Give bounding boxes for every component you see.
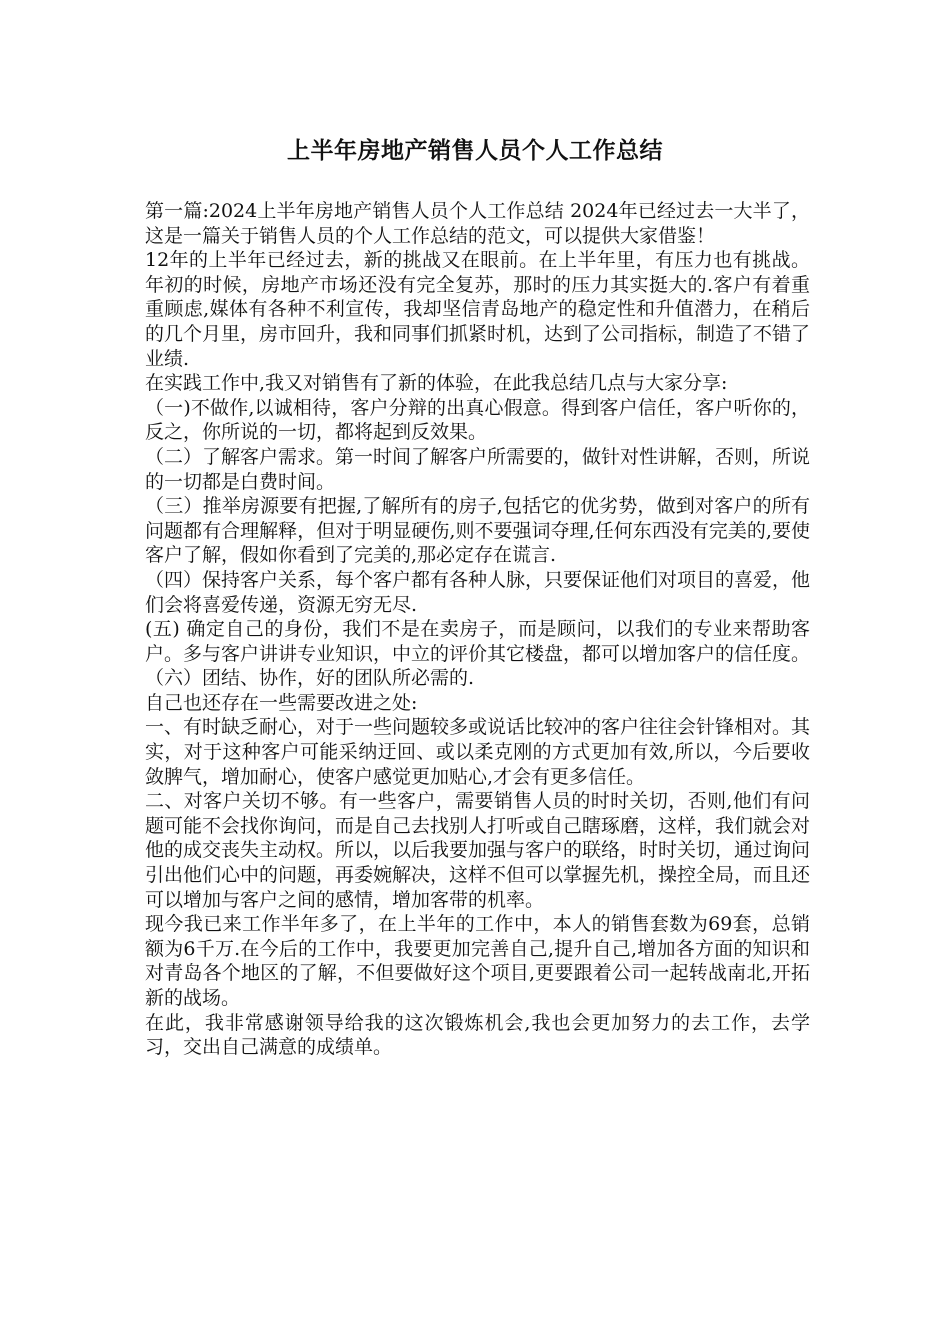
- paragraph-point-1: （一)不做作,以诚相待，客户分辩的出真心假意。得到客户信任，客户听你的，反之，你所说的一切，都将起到反效果。: [145, 396, 810, 444]
- document-title: 上半年房地产销售人员个人工作总结: [287, 137, 663, 164]
- paragraph-improvement-2: 二、对客户关切不够。有一些客户，需要销售人员的时时关切，否则,他们有问题可能不会找你询问，而是自己去找别人打听或自己瞎琢磨，这样，我们就会对他的成交丧失主动权。所以，以后我要加强与客户的联络，时时关切，通过询问引出他们心中的问题，再委婉解决，这样不但可以掌握先机，操控全局，而且还可以增加与客户之间的感情，增加客带的机率。: [145, 790, 811, 911]
- paragraph-point-6: （六）团结、协作，好的团队所必需的.: [145, 667, 475, 690]
- paragraph-point-4: （四）保持客户关系，每个客户都有各种人脉，只要保证他们对项目的喜爱，他们会将喜爱传递，资源无穷无尽.: [145, 568, 811, 616]
- paragraph-improvements-intro: 自己也还存在一些需要改进之处:: [145, 691, 418, 714]
- paragraph-point-5: (五) 确定自己的身份，我们不是在卖房子，而是顾问，以我们的专业来帮助客户。多与客户讲讲专业知识，中立的评价其它楼盘，都可以增加客户的信任度。: [145, 618, 811, 665]
- document-body: [145, 199, 810, 1060]
- paragraph-intro: 第一篇:2024上半年房地产销售人员个人工作总结 2024年已经过去一大半了，这是一篇关于销售人员的个人工作总结的范文，可以提供大家借鉴！: [145, 200, 810, 247]
- paragraph-experience-intro: 在实践工作中,我又对销售有了新的体验，在此我总结几点与大家分享:: [145, 372, 728, 395]
- paragraph-first-half-review: 12年的上半年已经过去，新的挑战又在眼前。在上半年里，有压力也有挑战。年初的时候，房地产市场还没有完全复苏，那时的压力其实挺大的.客户有着重重顾虑,媒体有各种不利宣传，我却坚信青岛地产的稳定性和升值潜力，在稍后的几个月里，房市回升，我和同事们抓紧时机，达到了公司指标，制造了不错了业绩.: [145, 249, 811, 370]
- paragraph-sales-results: 现今我已来工作半年多了，在上半年的工作中，本人的销售套数为69套，总销额为6千万.在今后的工作中，我要更加完善自己,提升自己,增加各方面的知识和对青岛各个地区的了解，不但要做好这个项目,更要跟着公司一起转战南北,开拓新的战场。: [145, 913, 810, 1009]
- paragraph-point-3: （三）推举房源要有把握,了解所有的房子,包括它的优劣势，做到对客户的所有问题都有合理解释，但对于明显硬伤,则不要强词夺理,任何东西没有完美的,要使客户了解，假如你看到了完美的,那必定存在谎言.: [145, 495, 810, 567]
- paragraph-closing: 在此，我非常感谢领导给我的这次锻炼机会,我也会更加努力的去工作，去学习，交出自己满意的成绩单。: [145, 1011, 810, 1059]
- paragraph-improvement-1: 一、有时缺乏耐心，对于一些问题较多或说话比较冲的客户往往会针锋相对。其实，对于这种客户可能采纳迂回、或以柔克刚的方式更加有效,所以，今后要收敛脾气，增加耐心，使客户感觉更加贴心,才会有更多信任。: [145, 716, 811, 788]
- paragraph-point-2: （二）了解客户需求。第一时间了解客户所需要的，做针对性讲解，否则，所说的一切都是白费时间。: [145, 445, 811, 493]
